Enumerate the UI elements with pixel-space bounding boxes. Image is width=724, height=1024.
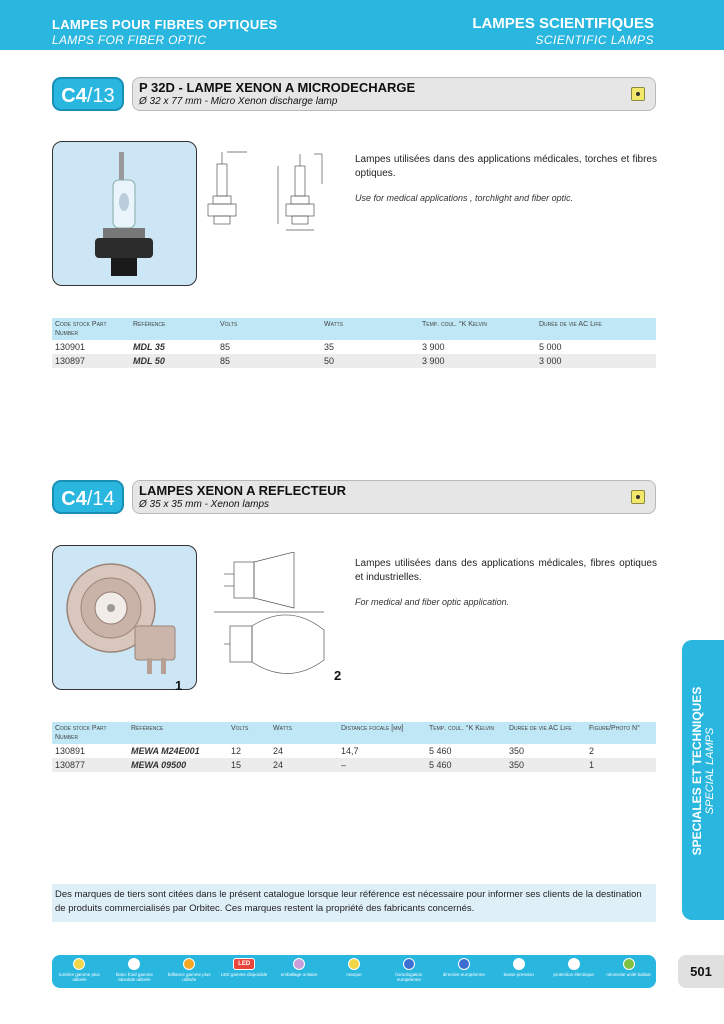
header-left-title: LAMPES POUR FIBRES OPTIQUES xyxy=(52,17,278,32)
cell-temp: 3 900 xyxy=(422,356,445,366)
code-prefix: C4 xyxy=(61,488,87,510)
description-french: Lampes utilisées dans des applications médicales, torches et fibres optiques. xyxy=(355,154,657,179)
spec-table xyxy=(52,722,656,772)
legend-item xyxy=(384,958,434,982)
cell-part-number: 130891 xyxy=(55,746,86,756)
col-header: Volts xyxy=(220,321,238,328)
col-header: Distance focale [mm] xyxy=(341,725,404,732)
page-header xyxy=(0,0,724,50)
col-header: Watts xyxy=(324,321,344,328)
legend-item xyxy=(439,958,489,977)
section-code-badge xyxy=(52,480,124,514)
section-title: LAMPES XENON A REFLECTEUR xyxy=(139,483,347,498)
col-header: Code stock Part Number xyxy=(55,725,107,741)
legend-item xyxy=(54,958,104,982)
section-title-bar xyxy=(132,77,656,111)
legend-item xyxy=(164,958,214,982)
table-row xyxy=(52,354,656,368)
legend-label: marque xyxy=(346,972,362,977)
legend-item xyxy=(604,958,654,977)
legend-item xyxy=(219,958,269,977)
category-side-tab xyxy=(682,640,724,920)
col-header: Watts xyxy=(273,725,293,732)
code-prefix: C4 xyxy=(61,85,87,107)
col-header: Code stock Part Number xyxy=(55,321,107,337)
cell-watts: 24 xyxy=(273,746,284,756)
legend-label: homologation européenne xyxy=(395,972,423,982)
cell-temp: 3 900 xyxy=(422,342,445,352)
legend-item xyxy=(329,958,379,977)
col-header: Temp. coul. °K Kelvin xyxy=(429,725,494,732)
header-right-title: LAMPES SCIENTIFIQUES xyxy=(472,15,654,32)
product-photo xyxy=(52,141,197,286)
table-row xyxy=(52,744,656,758)
reflector-lamp-illustration xyxy=(53,546,197,690)
legend-label: lumière gamme plus utilisée xyxy=(59,972,100,982)
legend-item xyxy=(274,958,324,977)
legend-item xyxy=(549,958,599,977)
legend-symbol-icon xyxy=(513,958,525,970)
cell-life: 350 xyxy=(509,746,525,756)
legend-symbol-icon xyxy=(403,958,415,970)
section-subtitle: Ø 35 x 35 mm - Xenon lamps xyxy=(139,499,270,510)
legend-symbol-icon xyxy=(183,958,195,970)
legend-label: blanc froid gamme absolute utilisée xyxy=(115,972,153,982)
photo-number: 1 xyxy=(175,678,183,693)
section-title-bar xyxy=(132,480,656,514)
col-header: Figure/Photo N° xyxy=(589,725,640,732)
legend-label: basse pression xyxy=(503,972,534,977)
legend-symbol-icon xyxy=(348,958,360,970)
legend-symbol-icon xyxy=(623,958,635,970)
cell-volts: 85 xyxy=(220,342,231,352)
page-number: 501 xyxy=(678,955,724,988)
legend-item xyxy=(494,958,544,977)
table-header-row xyxy=(52,318,656,340)
technical-drawing xyxy=(204,552,336,682)
cell-temp: 5 460 xyxy=(429,746,452,756)
cell-volts: 85 xyxy=(220,356,231,366)
table-row xyxy=(52,758,656,772)
cell-part-number: 130877 xyxy=(55,760,86,770)
legend-symbol-icon xyxy=(458,958,470,970)
cell-volts: 15 xyxy=(231,760,242,770)
description-english: Use for medical applications , torchlight and fiber optic. xyxy=(355,193,574,203)
cell-watts: 50 xyxy=(324,356,335,366)
legend-label: emballage unitaire xyxy=(280,972,318,977)
cell-volts: 12 xyxy=(231,746,242,756)
lamp-type-icon xyxy=(631,490,645,504)
section-subtitle: Ø 32 x 77 mm - Micro Xenon discharge lamp xyxy=(139,96,338,107)
cell-life: 350 xyxy=(509,760,525,770)
legend-label: LED gamme disponible xyxy=(220,972,268,977)
col-header: Durée de vie AC Life xyxy=(539,321,602,328)
col-header: Durée de vie AC Life xyxy=(509,725,572,732)
col-header: Volts xyxy=(231,725,249,732)
cell-watts: 24 xyxy=(273,760,284,770)
code-number: /13 xyxy=(86,85,115,107)
cell-temp: 5 460 xyxy=(429,760,452,770)
cell-reference: MEWA M24E001 xyxy=(131,746,200,756)
table-row xyxy=(52,340,656,354)
cell-focal: – xyxy=(341,760,347,770)
spec-table xyxy=(52,318,656,368)
col-header: Référence xyxy=(133,321,166,328)
cell-part-number: 130901 xyxy=(55,342,86,352)
cell-reference: MEWA 09500 xyxy=(131,760,187,770)
lamp-type-icon xyxy=(631,87,645,101)
legend-label: nécessite unité ballast xyxy=(606,972,651,977)
legend-symbol-icon xyxy=(73,958,85,970)
cell-focal: 14,7 xyxy=(341,746,359,756)
section-code-badge xyxy=(52,77,124,111)
legend-symbol-icon xyxy=(293,958,305,970)
cell-figure: 1 xyxy=(589,760,595,770)
legend-symbol-icon xyxy=(128,958,140,970)
description-french: Lampes utilisées dans des applications médicales, fibres optiques et industrielles. xyxy=(355,558,657,583)
col-header: Temp. coul. °K Kelvin xyxy=(422,321,487,328)
cell-life: 5 000 xyxy=(539,342,562,352)
code-number: /14 xyxy=(86,488,115,510)
side-tab-title: SPECIALES ET TECHNIQUES xyxy=(690,686,704,856)
xenon-bulb-illustration xyxy=(53,142,197,286)
footer-legend xyxy=(52,955,656,988)
diagram-number: 2 xyxy=(334,668,342,683)
legend-label: brillance gamme plus utilisée xyxy=(168,972,211,982)
product-photo xyxy=(52,545,197,690)
trademark-notice: Des marques de tiers sont citées dans le présent catalogue lorsque leur référence est nécessaire pour informer ses clients de la destination de produits commercialisés par Orbitec. Ces marques restent la propriété des fabricants concernés. xyxy=(52,884,656,922)
side-tab-subtitle: SPECIAL LAMPS xyxy=(704,727,716,815)
cell-part-number: 130897 xyxy=(55,356,86,366)
cell-reference: MDL 35 xyxy=(133,342,165,352)
cell-reference: MDL 50 xyxy=(133,356,165,366)
col-header: Référence xyxy=(131,725,164,732)
header-right-subtitle: SCIENTIFIC LAMPS xyxy=(535,33,654,47)
table-header-row xyxy=(52,722,656,744)
header-left-subtitle: LAMPS FOR FIBER OPTIC xyxy=(52,33,207,47)
section-title: P 32D - LAMPE XENON A MICRODECHARGE xyxy=(139,80,416,95)
cell-figure: 2 xyxy=(589,746,595,756)
description-english: For medical and fiber optic application. xyxy=(355,597,510,607)
legend-label: directive européenne xyxy=(442,972,485,977)
cell-life: 3 000 xyxy=(539,356,562,366)
legend-label: protection électrique xyxy=(553,972,594,977)
legend-item xyxy=(109,958,159,982)
legend-symbol-icon: LED xyxy=(233,958,255,970)
legend-symbol-icon xyxy=(568,958,580,970)
cell-watts: 35 xyxy=(324,342,335,352)
technical-drawing xyxy=(202,144,342,239)
